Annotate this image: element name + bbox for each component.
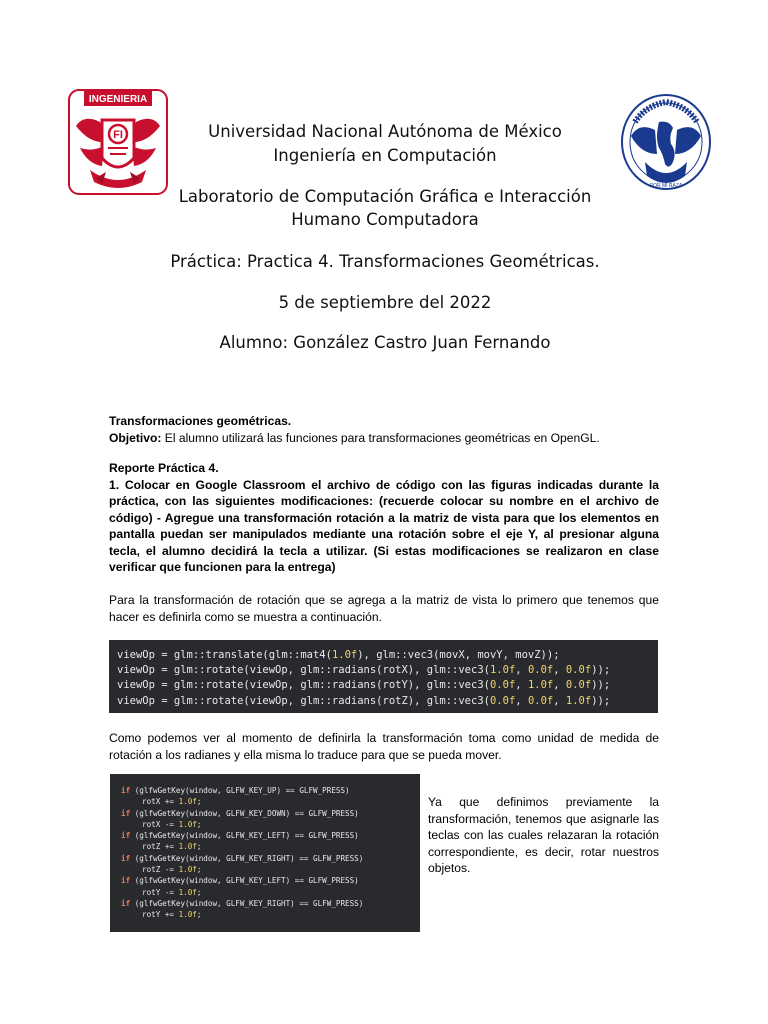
code-line bbox=[121, 909, 420, 920]
code-text: viewOp = glm::rotate(viewOp, glm::radians(rotX), glm::vec3( bbox=[117, 664, 490, 677]
report-instruction: 1. Colocar en Google Classroom el archivo de código con las figuras indicadas durante la práctica, con las siguientes modificaciones: (recuerde colocar su nombre en el archivo de código) - Agregue una transformación rotación a la matriz de vista para que los elementos en pantalla puedan ser manipulados mediante una rotación sobre el eje Y, al presionar alguna tecla, el alumno decidirá la tecla a utilizar. (Si estas modificaciones se realizaron en clase verificar que funcionen para la entrega) bbox=[109, 477, 659, 574]
code-text: ; bbox=[196, 887, 202, 897]
section-block bbox=[109, 413, 659, 446]
code-line bbox=[117, 678, 658, 693]
code-text: , bbox=[515, 679, 528, 692]
code-line bbox=[121, 841, 420, 852]
code-number: 1.0f bbox=[178, 797, 197, 807]
code-line bbox=[121, 785, 420, 796]
practice-title: Práctica: Practica 4. Transformaciones Geométricas. bbox=[170, 252, 600, 271]
code-line bbox=[121, 819, 420, 830]
code-number: 1.0f bbox=[178, 910, 197, 920]
code-text: (glfwGetKey(window, GLFW_KEY_DOWN) == GLFW_PRESS) bbox=[130, 808, 359, 818]
code-text: (glfwGetKey(window, GLFW_KEY_RIGHT) == GLFW_PRESS) bbox=[130, 898, 364, 908]
svg-text:POR MI RAZA: POR MI RAZA bbox=[649, 183, 683, 189]
code-line bbox=[121, 808, 420, 819]
code-keyword: if bbox=[121, 853, 131, 863]
code-line bbox=[117, 648, 658, 663]
student-name: Alumno: González Castro Juan Fernando bbox=[219, 333, 551, 352]
ingenieria-seal-text: INGENIERIA bbox=[88, 94, 148, 105]
code-text: viewOp = glm::translate(glm::mat4( bbox=[117, 649, 332, 661]
code-text: ; bbox=[196, 842, 202, 852]
career-name: Ingeniería en Computación bbox=[273, 146, 497, 165]
code-number: 1.0f bbox=[331, 649, 358, 661]
code-line bbox=[121, 875, 420, 886]
code-text: rotX += bbox=[142, 797, 179, 807]
objective-text: El alumno utilizará las funciones para transformaciones geométricas en OpenGL. bbox=[161, 430, 600, 445]
objective-label: Objetivo: bbox=[109, 430, 162, 445]
code-line bbox=[121, 796, 420, 807]
objective-line bbox=[109, 430, 659, 447]
code-text: rotX -= bbox=[142, 819, 179, 829]
code-text: (glfwGetKey(window, GLFW_KEY_LEFT) == GLFW_PRESS) bbox=[130, 876, 359, 886]
lab-name-line2: Humano Computadora bbox=[291, 210, 479, 229]
paragraph-key-assignment: Ya que definimos previamente la transformación, tenemos que asignarle las teclas con las cuales relazaran la rotación correspondiente, es decir, rotar nuestros objetos. bbox=[428, 795, 659, 875]
section-title: Transformaciones geométricas. bbox=[109, 414, 292, 428]
code-number: 1.0f bbox=[527, 679, 554, 692]
lab-name-line1: Laboratorio de Computación Gráfica e Interacción bbox=[178, 187, 592, 206]
code-line bbox=[117, 663, 658, 678]
code-number: 1.0f bbox=[178, 842, 197, 852]
code-keyword: if bbox=[121, 808, 131, 818]
code-text: ), glm::vec3(movX, movY, movZ)); bbox=[357, 649, 560, 661]
code-number: 0.0f bbox=[527, 694, 554, 707]
code-number: 1.0f bbox=[489, 664, 516, 677]
university-name: Universidad Nacional Autónoma de México bbox=[208, 122, 562, 141]
code-block-key-input bbox=[110, 774, 420, 932]
paragraph-intro: Para la transformación de rotación que se agrega a la matriz de vista lo primero que tenemos que hacer es definirla como se muestra a continuación. bbox=[109, 593, 659, 624]
code-text: viewOp = glm::rotate(viewOp, glm::radians(rotZ), glm::vec3( bbox=[117, 694, 490, 707]
code-text: ; bbox=[196, 797, 202, 807]
code-line bbox=[121, 887, 420, 898]
code-text: , bbox=[553, 664, 566, 677]
code-line bbox=[117, 694, 658, 709]
svg-text:FI: FI bbox=[113, 129, 123, 141]
code-text: )); bbox=[591, 664, 611, 677]
code-text: ; bbox=[196, 819, 202, 829]
code-text: rotY -= bbox=[142, 887, 179, 897]
code-text: viewOp = glm::rotate(viewOp, glm::radians(rotY), glm::vec3( bbox=[117, 679, 490, 692]
code-text: rotZ += bbox=[142, 842, 179, 852]
code-number: 0.0f bbox=[489, 694, 516, 707]
code-line bbox=[121, 853, 420, 864]
code-block-view-transform bbox=[109, 640, 658, 713]
code-text: ; bbox=[196, 865, 202, 875]
code-number: 0.0f bbox=[527, 664, 554, 677]
code-number: 1.0f bbox=[178, 819, 197, 829]
document-date: 5 de septiembre del 2022 bbox=[278, 293, 492, 312]
code-line bbox=[121, 864, 420, 875]
code-number: 0.0f bbox=[565, 664, 592, 677]
code-keyword: if bbox=[121, 876, 131, 886]
code-text: )); bbox=[591, 694, 611, 707]
unam-seal-icon bbox=[619, 92, 713, 196]
paragraph-radians: Como podemos ver al momento de definirla la transformación toma como unidad de medida de rotación a los radianes y ella misma lo traduce para que se pueda mover. bbox=[109, 731, 659, 762]
code-number: 0.0f bbox=[565, 679, 592, 692]
code-text: , bbox=[553, 694, 566, 707]
code-text: , bbox=[515, 694, 528, 707]
code-number: 1.0f bbox=[178, 865, 197, 875]
report-block bbox=[109, 460, 659, 576]
code-line bbox=[121, 830, 420, 841]
code-text: ; bbox=[196, 910, 202, 920]
code-text: rotY += bbox=[142, 910, 179, 920]
code-text: , bbox=[553, 679, 566, 692]
code-keyword: if bbox=[121, 786, 131, 795]
code-line bbox=[121, 898, 420, 909]
code-number: 1.0f bbox=[178, 887, 197, 897]
code-text: , bbox=[515, 664, 528, 677]
code-text: (glfwGetKey(window, GLFW_KEY_LEFT) == GLFW_PRESS) bbox=[130, 831, 359, 841]
code-text: rotZ -= bbox=[142, 865, 179, 875]
code-text: (glfwGetKey(window, GLFW_KEY_UP) == GLFW_PRESS) bbox=[130, 786, 350, 795]
code-text: (glfwGetKey(window, GLFW_KEY_RIGHT) == GLFW_PRESS) bbox=[130, 853, 364, 863]
code-number: 1.0f bbox=[565, 694, 592, 707]
report-title: Reporte Práctica 4. bbox=[109, 461, 219, 475]
code-keyword: if bbox=[121, 898, 131, 908]
code-keyword: if bbox=[121, 831, 131, 841]
code-text: )); bbox=[591, 679, 611, 692]
code-number: 0.0f bbox=[489, 679, 516, 692]
